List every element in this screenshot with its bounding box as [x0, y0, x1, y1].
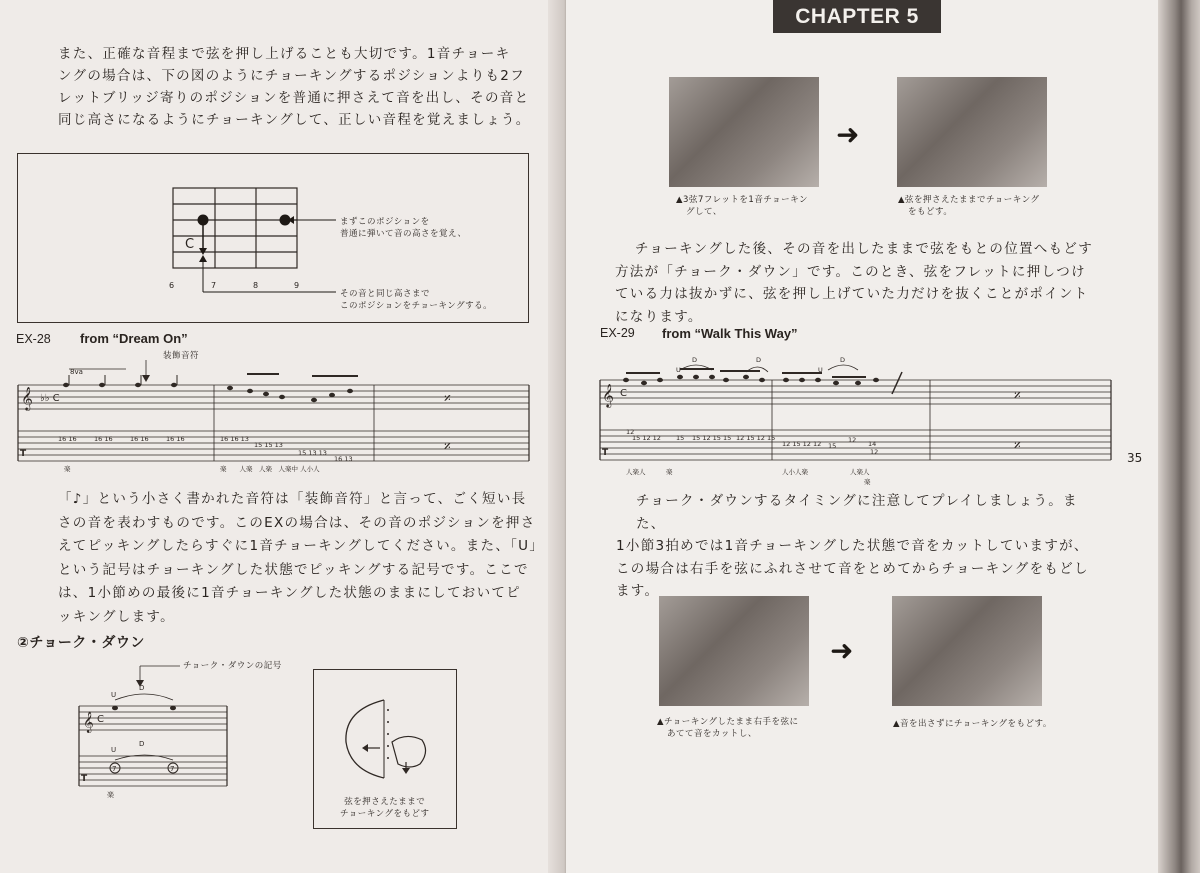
- ex29-notation: [596, 350, 1116, 490]
- svg-text:15 12 15 15: 15 12 15 15: [692, 434, 732, 442]
- svg-text:U: U: [818, 366, 823, 374]
- svg-text:16 16: 16 16: [130, 435, 149, 443]
- paragraph-line: 方法が「チョーク・ダウン」です。このとき、弦をフレットに押しつけ: [615, 263, 1086, 280]
- note-line: 普通に弾いて音の高さを覚え、: [340, 229, 467, 239]
- ex28-notation: [14, 355, 534, 475]
- paragraph-line: になります。: [615, 308, 703, 325]
- svg-text:楽 人楽 人楽 人楽中 人小人: 楽 人楽 人楽 人楽中 人小人: [220, 465, 320, 473]
- svg-text:♭♭ C: ♭♭ C: [40, 393, 60, 404]
- svg-text:12 15 12 15: 12 15 12 15: [736, 434, 776, 442]
- svg-text:12: 12: [626, 428, 635, 436]
- photo-caption-4: [893, 718, 1052, 730]
- right-paragraph-1: [615, 238, 1095, 328]
- svg-text:15: 15: [828, 442, 837, 450]
- choke-down-notation: [75, 660, 235, 800]
- svg-text:15: 15: [676, 434, 685, 442]
- caption-line: 弦を押さえたままで: [344, 797, 426, 807]
- intro-paragraph: [58, 43, 538, 131]
- intro-line: ングの場合は、下の図のようにチョーキングするポジションよりも2フ: [58, 68, 526, 84]
- caption-line: チョーキングをもどす: [340, 809, 430, 819]
- photo-mute-cut: [659, 596, 809, 706]
- caption-line: をもどす。: [908, 207, 953, 217]
- note-line: まずこのポジションを: [340, 217, 430, 227]
- ex29-label: EX-29: [600, 326, 635, 340]
- svg-text:T: T: [81, 774, 88, 784]
- svg-text:16 16: 16 16: [166, 435, 185, 443]
- page-edges: [1158, 0, 1200, 873]
- svg-text:D: D: [139, 684, 145, 692]
- start-dot: [198, 215, 209, 226]
- svg-text:15 12 12: 15 12 12: [632, 434, 661, 442]
- svg-text:16 16: 16 16: [94, 435, 113, 443]
- paragraph-line: チョーク・ダウンするタイミングに注意してプレイしましょう。また、: [636, 493, 1078, 532]
- svg-text:楽: 楽: [64, 465, 71, 473]
- svg-text:人小人楽: 人小人楽: [782, 468, 808, 476]
- section-heading: ②チョーク・ダウン: [17, 635, 145, 651]
- body-line: という記号はチョーキングした状態でピッキングする記号です。ここで: [58, 561, 529, 578]
- body-line: は、1小節めの最後に1音チョーキングした状態のままにしておいてピ: [58, 585, 521, 601]
- svg-text:16 16 13: 16 16 13: [220, 435, 249, 443]
- ex28-source: from “Dream On”: [80, 331, 188, 346]
- paragraph-line: ている力は抜かずに、弦を押し上げていた力だけを抜くことがポイント: [615, 286, 1089, 302]
- svg-text:𝄞: 𝄞: [602, 383, 614, 407]
- photo-caption-2: [898, 194, 1040, 218]
- svg-text:16 16: 16 16: [58, 435, 77, 443]
- svg-text:15 15 13: 15 15 13: [254, 441, 283, 449]
- svg-text:D: D: [692, 356, 698, 364]
- photo-choking-start: [669, 77, 819, 187]
- svg-text:12: 12: [848, 436, 857, 444]
- fret-number: 6: [169, 281, 175, 290]
- diagram-note-bottom: [340, 288, 492, 312]
- body-line: ッキングします。: [58, 608, 175, 625]
- svg-text:U: U: [111, 746, 117, 754]
- body-line: さの音を表わすものです。このEXの場合は、その音のポジションを押さ: [58, 514, 536, 531]
- svg-text:12 15 12 12: 12 15 12 12: [782, 440, 822, 448]
- fret-number: 7: [211, 281, 217, 290]
- intro-line: 同じ高さになるようにチョーキングして、正しい音程を覚えましょう。: [58, 112, 531, 128]
- svg-text:U: U: [676, 366, 681, 374]
- svg-text:楽: 楽: [864, 478, 871, 486]
- intro-line: また、正確な音程まで弦を押し上げることも大切です。1音チョーキ: [58, 46, 511, 62]
- svg-text:D: D: [840, 356, 846, 364]
- caption-line: あてて音をカットし、: [667, 729, 757, 739]
- paragraph-line: 1小節3拍めでは1音チョーキングした状態で音をカットしていますが、: [616, 538, 1089, 554]
- intro-line: レットブリッジ寄りのポジションを普通に押さえて音を出し、その音と: [58, 90, 530, 106]
- hand-illustration-box: [313, 669, 457, 829]
- note-letter: C: [185, 237, 195, 252]
- caption-line: ▲弦を押さえたままでチョーキング: [898, 195, 1040, 205]
- grace-note-label: 装飾音符: [163, 351, 200, 361]
- caption-line: ▲チョーキングしたまま右手を弦に: [657, 717, 799, 727]
- svg-text:C: C: [620, 388, 627, 399]
- photo-choking-return: [897, 77, 1047, 187]
- octave-mark: 8va: [70, 368, 83, 376]
- svg-text:16 13: 16 13: [334, 455, 353, 463]
- hand-illustration: [314, 670, 456, 780]
- body-line: 「♪」という小さく書かれた音符は「装飾音符」と言って、ごく短い長: [58, 491, 527, 507]
- caption-line: ▲音を出さずにチョーキングをもどす。: [893, 719, 1052, 729]
- chapter-banner: CHAPTER 5: [773, 0, 941, 33]
- arrow-icon: ➜: [830, 634, 854, 667]
- svg-text:D: D: [756, 356, 762, 364]
- fret-number: 8: [253, 281, 259, 290]
- photo-caption-3: [657, 716, 799, 740]
- svg-text:𝄞: 𝄞: [21, 386, 33, 410]
- paragraph-line: この場合は右手を弦にふれさせて音をとめてからチョーキングをもどし: [616, 560, 1089, 577]
- svg-text:U: U: [111, 691, 117, 699]
- svg-text:14: 14: [868, 440, 877, 448]
- svg-text:𝄎: 𝄎: [444, 391, 451, 407]
- page-number: 35: [1127, 451, 1143, 465]
- choke-down-sign-label: チョーク・ダウンの記号: [183, 661, 282, 671]
- svg-text:7: 7: [112, 765, 117, 773]
- svg-text:人楽人: 人楽人: [626, 468, 646, 476]
- ex29-source: from “Walk This Way”: [662, 326, 798, 341]
- svg-text:𝄎: 𝄎: [1014, 438, 1021, 454]
- fretboard-diagram-box: [17, 153, 529, 323]
- note-line: その音と同じ高さまで: [340, 289, 431, 299]
- svg-text:C: C: [97, 714, 104, 725]
- svg-text:15 13 13: 15 13 13: [298, 449, 327, 457]
- svg-text:𝄎: 𝄎: [1014, 388, 1021, 404]
- svg-text:12: 12: [870, 448, 879, 456]
- body-line: えてピッキングしたらすぐに1音チョーキングしてください。また、「U」: [58, 538, 545, 554]
- photo-silent-return: [892, 596, 1042, 706]
- svg-text:𝄎: 𝄎: [444, 439, 451, 455]
- arrow-icon: ➜: [836, 118, 860, 151]
- note-line: このポジションをチョーキングする。: [340, 301, 493, 311]
- diagram-note-top: [340, 216, 467, 240]
- hand-caption: [340, 796, 430, 820]
- svg-text:楽: 楽: [107, 791, 114, 799]
- photo-caption-1: [676, 194, 808, 218]
- svg-text:7: 7: [170, 765, 175, 773]
- svg-text:D: D: [139, 740, 145, 748]
- svg-text:T: T: [602, 448, 609, 458]
- right-paragraph-2: [616, 490, 1096, 603]
- svg-text:人楽人: 人楽人: [850, 468, 870, 476]
- fret-number: 9: [294, 281, 300, 290]
- svg-text:𝄞: 𝄞: [83, 712, 94, 733]
- svg-text:T: T: [20, 449, 27, 459]
- body-paragraph: [58, 488, 545, 629]
- svg-text:楽: 楽: [666, 468, 673, 476]
- paragraph-line: ます。: [616, 583, 660, 599]
- ex28-label: EX-28: [16, 332, 51, 346]
- paragraph-line: チョーキングした後、その音を出したままで弦をもとの位置へもどす: [635, 241, 1093, 257]
- caption-line: ▲3弦7フレットを1音チョーキン: [676, 195, 808, 205]
- left-page: [0, 0, 566, 873]
- caption-line: グして、: [686, 207, 722, 217]
